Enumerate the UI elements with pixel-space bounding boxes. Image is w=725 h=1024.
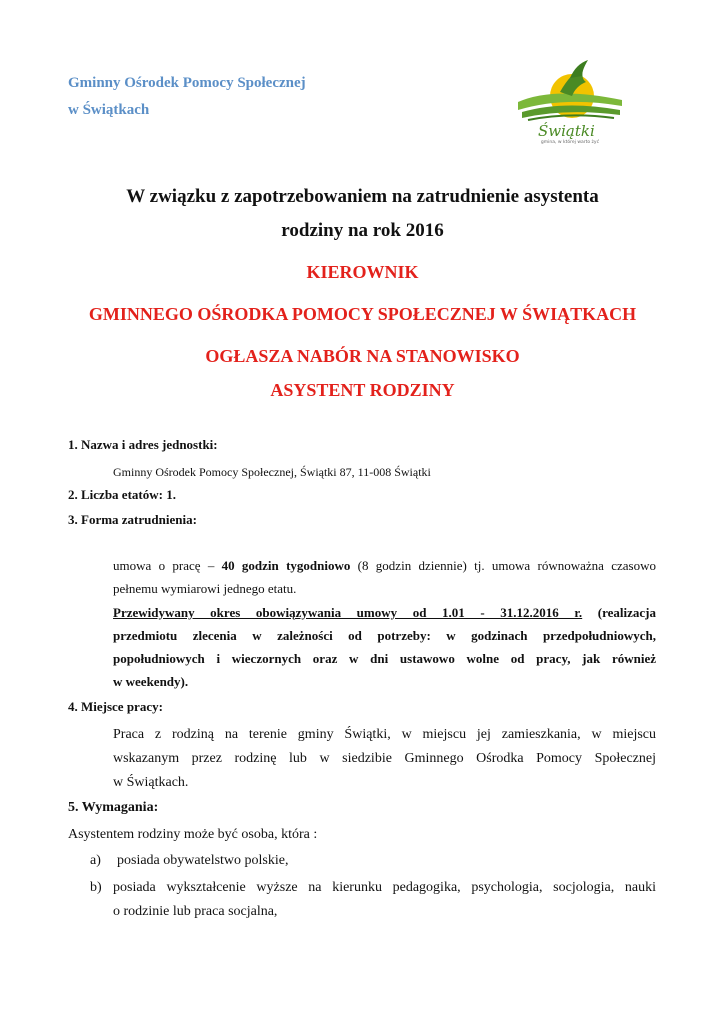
logo-graphic-icon [514,56,626,140]
section-1-text: Gminny Ośrodek Pomocy Społecznej, Świątki 87, 11-008 Świątki [113,465,431,479]
title-red-line3: OGŁASZA NABÓR NA STANOWISKO [205,346,520,366]
requirement-b-text [113,876,656,924]
req-b-line2: o rodzinie lub praca socjalna, [113,904,278,919]
s4-line2: wskazanym przez rodzinę lub w siedzibie Gminnego Ośrodka Pomocy Społecznej [113,751,656,766]
requirement-a-label: a) [90,853,101,868]
s3-p2-rest: (realizacja [582,605,656,620]
section-3-paragraph-2 [113,601,656,693]
section-3-heading: 3. Forma zatrudnienia: [68,512,197,527]
title-red-line4: ASYSTENT RODZINY [270,380,455,400]
logo-name: Świątki [538,122,595,140]
title-red-line2: GMINNEGO OŚRODKA POMOCY SPOŁECZNEJ W ŚWIĄTKACH [88,304,637,324]
swiatki-logo [514,56,626,152]
s4-line1: Praca z rodziną na terenie gminy Świątki, w miejscu jej zamieszkania, w miejscu [113,727,656,742]
section-1-heading: 1. Nazwa i adres jednostki: [68,437,218,452]
s3-p1-line1 [113,554,656,577]
s3-p2-line3: popołudniowych i wieczornych oraz w dni ustawowo wolne od pracy, jak również [113,651,656,666]
org-location: w Świątkach [68,102,150,118]
section-5-intro: Asystentem rodziny może być osoba, która : [68,827,318,842]
organization-header [68,70,306,124]
title-line1: W związku z zapotrzebowaniem na zatrudnienie asystenta [126,186,599,207]
s3-p2-line1 [113,601,656,624]
s3-p1-line2: pełnemu wymiarowi jednego etatu. [113,581,297,596]
s3-p1-bold: 40 godzin tygodniowo [221,558,351,573]
title-line2: rodziny na rok 2016 [281,220,444,241]
s3-p2-underlined: Przewidywany okres obowiązywania umowy od 1.01 - 31.12.2016 r. [113,605,583,620]
section-4-text [113,723,656,795]
s4-line3: w Świątkach. [113,775,189,790]
section-5-heading: 5. Wymagania: [68,800,159,815]
req-b-line1: posiada wykształcenie wyższe na kierunku pedagogika, psychologia, socjologia, nauki [113,880,656,895]
logo-tagline: gmina, w której warto żyć [540,140,600,145]
requirement-b-label: b) [90,880,102,895]
announcement-title [0,180,725,248]
s3-p1-text-c: (8 godzin dziennie) tj. umowa równoważna czasowo [350,558,656,573]
org-name: Gminny Ośrodek Pomocy Społecznej [68,75,306,91]
section-2-heading: 2. Liczba etatów: 1. [68,487,176,502]
section-4-heading: 4. Miejsce pracy: [68,699,163,714]
s3-p1-text-a: umowa o pracę – [113,558,222,573]
section-3-paragraph-1 [113,554,656,600]
s3-p2-line2: przedmiotu zlecenia w zależności od potrzeby: w godzinach przedpołudniowych, [113,628,656,643]
requirement-a-text: posiada obywatelstwo polskie, [117,853,289,868]
title-red-line1: KIEROWNIK [306,262,419,282]
s3-p2-line4: w weekendy). [113,674,189,689]
